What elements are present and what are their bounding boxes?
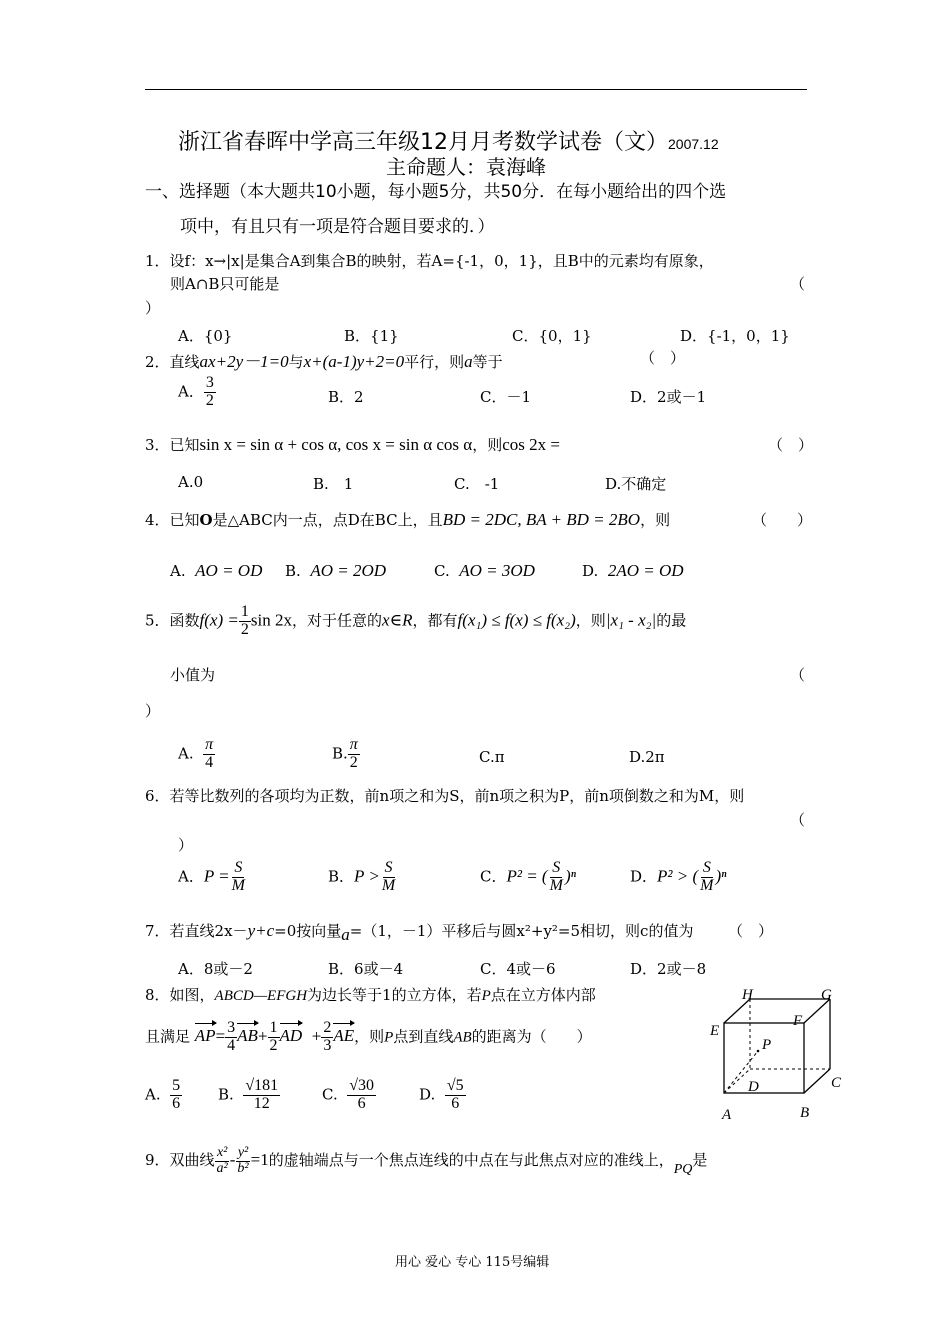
q8-option-c-num: √30 bbox=[349, 1077, 375, 1094]
q6-option-d-lhs: P² > ( bbox=[657, 866, 699, 886]
q8-coef2-den: 2 bbox=[269, 1036, 278, 1054]
q4-option-a-expr: AO = OD bbox=[195, 561, 263, 580]
label-f: F bbox=[793, 1013, 803, 1029]
q6-option-c-fraction bbox=[548, 860, 565, 895]
q6-paren-close: ） bbox=[178, 836, 194, 854]
q6-option-b-den: M bbox=[381, 876, 396, 894]
q6-paren-open: （ bbox=[790, 811, 806, 829]
q8-option-b-num: √181 bbox=[245, 1077, 279, 1094]
q8-option-d-num: √5 bbox=[446, 1077, 464, 1094]
q9-frac2-den: b² bbox=[237, 1160, 249, 1176]
q4-option-b-label: B. bbox=[285, 562, 301, 580]
q8-cube: ABCD—EFGH bbox=[214, 988, 308, 1004]
q3-option-b: B. 1 bbox=[313, 475, 354, 493]
q6-option-c-den: M bbox=[549, 876, 563, 894]
q8-vector-ad: AD bbox=[279, 1026, 303, 1046]
q2-eq1: ax+2y－1=0 bbox=[199, 352, 289, 371]
q6-option-d-num: S bbox=[702, 859, 711, 876]
q8-text: 为边长等于1的立方体，若 bbox=[307, 986, 482, 1004]
q8-p: P bbox=[481, 988, 491, 1004]
q3-expr: sin x = sin α + cos α, cos x = sin α cos α bbox=[199, 435, 473, 454]
q5-paren-close: ） bbox=[145, 702, 161, 720]
q5-option-b bbox=[332, 737, 360, 772]
q4-expr: BD = 2DC, BA + BD = 2BO bbox=[442, 510, 641, 529]
q5-option-b-label: B. bbox=[332, 744, 348, 763]
page-footer: 用心 爱心 专心 115号编辑 bbox=[395, 1255, 550, 1270]
q6-option-d-fraction bbox=[698, 860, 715, 895]
label-g: G bbox=[821, 987, 832, 1003]
q6-option-b-label: B． bbox=[328, 867, 355, 886]
q8-line2-mid: ，则 bbox=[354, 1027, 385, 1046]
q8-prefix: 8．如图， bbox=[145, 986, 215, 1004]
q4-option-b bbox=[285, 561, 386, 581]
exam-author: 主命题人：袁海峰 bbox=[386, 155, 546, 179]
q8-coef1 bbox=[225, 1020, 237, 1055]
q6-option-d-label: D． bbox=[630, 867, 658, 886]
q7-text: =（1，－1）平移后与圆x²+y²=5相切，则c的值为 bbox=[349, 922, 694, 940]
q4-option-d-label: D. bbox=[582, 562, 599, 580]
q3-expr2: cos 2x = bbox=[502, 435, 560, 454]
q2-option-c: C．－1 bbox=[480, 388, 532, 406]
q9-frac1-den: a² bbox=[216, 1160, 228, 1176]
q8-plus1: + bbox=[257, 1026, 268, 1046]
q7-eq: y+c bbox=[247, 921, 275, 940]
q6-option-a-lhs: P = bbox=[203, 866, 230, 886]
q5-option-a-num: π bbox=[205, 736, 214, 753]
q1-stem-line2: 则A∩B只可能是 bbox=[170, 275, 280, 293]
q9-pq: PQ bbox=[673, 1162, 693, 1178]
q6-option-b bbox=[328, 860, 397, 895]
label-a: A bbox=[722, 1107, 732, 1123]
q5-half-den: 2 bbox=[240, 620, 249, 638]
q5-mid1: ，对于任意的 bbox=[291, 611, 382, 630]
q1-option-d: D．{-1，0，1} bbox=[680, 327, 790, 345]
q7-option-a: A．8或－2 bbox=[178, 960, 253, 978]
q9-frac2 bbox=[235, 1146, 250, 1176]
label-h: H bbox=[742, 987, 753, 1003]
q6-option-d bbox=[630, 860, 727, 895]
label-d: D bbox=[748, 1079, 759, 1095]
q5-option-a-fraction bbox=[203, 737, 215, 772]
q9-text: 的虚轴端点与一个焦点连线的中点在与此焦点对应的准线上， bbox=[268, 1151, 674, 1170]
q4-paren: （ ） bbox=[752, 511, 813, 529]
q2-paren: （ ） bbox=[640, 349, 686, 367]
q6-stem: 6．若等比数列的各项均为正数，前n项之和为S，前n项之积为P，前n项倒数之和为M，则 bbox=[145, 787, 745, 805]
q9-frac2-num: y² bbox=[237, 1145, 249, 1160]
q3-mid: ，则 bbox=[472, 436, 503, 454]
q8-option-b-den: 12 bbox=[253, 1094, 270, 1112]
q8-stem bbox=[145, 984, 596, 1005]
q5-cond: x∈R bbox=[381, 610, 413, 630]
q8-option-b-label: B. bbox=[218, 1085, 234, 1104]
q8-option-a-num: 5 bbox=[172, 1077, 181, 1094]
front-face bbox=[724, 1023, 804, 1093]
q4-option-c-label: C. bbox=[434, 562, 450, 580]
q5-half-num: 1 bbox=[240, 603, 249, 620]
q6-option-d-den: M bbox=[700, 876, 714, 894]
q6-option-c-power: )ⁿ bbox=[564, 866, 576, 886]
q6-option-b-fraction bbox=[380, 860, 397, 895]
q7-vec: a bbox=[341, 925, 350, 944]
q9-tail: 是 bbox=[692, 1151, 708, 1170]
q8-vector-ae: AE bbox=[333, 1026, 355, 1046]
q5-option-a bbox=[178, 737, 215, 772]
q6-option-a-fraction bbox=[230, 860, 247, 895]
point-p bbox=[757, 1050, 760, 1053]
q3-paren: （ ） bbox=[768, 436, 814, 454]
q8-coef3 bbox=[321, 1020, 333, 1055]
q3-prefix: 3．已知 bbox=[145, 436, 200, 454]
q5-prefix: 5．函数 bbox=[145, 611, 200, 630]
q5-f-lhs: f(x) = bbox=[199, 610, 239, 630]
q8-option-d-label: D. bbox=[419, 1085, 436, 1104]
edge-bc bbox=[804, 1069, 830, 1093]
q8-option-a-den: 6 bbox=[172, 1094, 181, 1112]
q4-option-a bbox=[170, 561, 262, 581]
q4-option-b-expr: AO = 2OD bbox=[310, 561, 387, 580]
q6-option-c-label: C． bbox=[480, 867, 507, 886]
q5-option-a-den: 4 bbox=[205, 753, 214, 771]
q2-option-a-label: A． bbox=[178, 382, 204, 401]
q8-coef3-num: 2 bbox=[323, 1019, 332, 1036]
q6-option-d-power: )ⁿ bbox=[715, 866, 727, 886]
q4-option-c bbox=[434, 561, 535, 581]
q6-option-a bbox=[178, 860, 247, 895]
q8-option-d-fraction bbox=[445, 1078, 466, 1113]
q5-option-b-num: π bbox=[349, 736, 358, 753]
q7-paren: （ ） bbox=[728, 922, 774, 940]
q2-option-a bbox=[178, 375, 216, 410]
q5-option-a-label: A. bbox=[178, 744, 194, 763]
q9-minus: - bbox=[229, 1150, 236, 1170]
q8-line2-p: P bbox=[384, 1029, 394, 1046]
q4-option-c-expr: AO = 3OD bbox=[459, 561, 535, 580]
q9-equals: =1 bbox=[250, 1150, 269, 1170]
q5-half bbox=[239, 604, 251, 639]
q8-vector-ap: AP bbox=[194, 1026, 216, 1046]
q4-point-o: O bbox=[199, 511, 213, 529]
q8-line2-text: 点到直线 bbox=[393, 1027, 454, 1046]
q5-tail: 的最 bbox=[656, 611, 687, 630]
section-heading-line1: 一、选择题（本大题共10小题，每小题5分，共50分．在每小题给出的四个选 bbox=[145, 182, 727, 202]
q1-paren-close: ） bbox=[145, 299, 161, 317]
top-rule bbox=[145, 89, 807, 90]
q8-option-a bbox=[145, 1078, 182, 1113]
q5-paren-open: （ bbox=[790, 666, 806, 684]
q8-coef1-num: 3 bbox=[227, 1019, 236, 1036]
exam-title-text: 浙江省春晖中学高三年级12月月考数学试卷（文） bbox=[178, 130, 668, 155]
q8-option-d bbox=[419, 1078, 466, 1113]
q5-absdiff: |x₁ - x₂| bbox=[605, 610, 657, 630]
q9-frac1 bbox=[215, 1146, 230, 1176]
q2-stem bbox=[145, 347, 503, 372]
q4-option-d-expr: 2AO = OD bbox=[607, 561, 684, 580]
q9-prefix: 9．双曲线 bbox=[145, 1151, 215, 1170]
q8-coef2 bbox=[268, 1020, 280, 1055]
q5-mid3: ，则 bbox=[575, 611, 606, 630]
q8-option-c-label: C. bbox=[322, 1085, 338, 1104]
q8-option-a-fraction bbox=[170, 1078, 182, 1113]
q8-option-b bbox=[218, 1078, 280, 1113]
q6-option-a-num: S bbox=[234, 859, 243, 876]
q6-option-a-label: A． bbox=[178, 867, 204, 886]
q5-option-d: D.2π bbox=[629, 748, 665, 766]
q8-line2-tail: 的距离为（ ） bbox=[471, 1027, 592, 1046]
q9-frac1-num: x² bbox=[216, 1145, 228, 1160]
q3-option-a: A.0 bbox=[178, 473, 204, 491]
q4-option-d bbox=[582, 561, 684, 581]
q2-option-a-den: 2 bbox=[205, 391, 214, 409]
q2-option-a-num: 3 bbox=[205, 374, 214, 391]
q2-option-d: D．2或－1 bbox=[630, 388, 707, 406]
q5-stem-line2: 小值为 bbox=[170, 666, 216, 684]
q2-mid: 与 bbox=[288, 353, 304, 371]
q3-option-d: D.不确定 bbox=[605, 475, 667, 493]
q3-stem bbox=[145, 434, 560, 455]
label-b: B bbox=[800, 1105, 810, 1121]
q8-option-c-den: 6 bbox=[357, 1094, 366, 1112]
label-p: P bbox=[762, 1037, 772, 1053]
q1-option-c: C．{0，1} bbox=[512, 327, 592, 345]
q7-mid: =0按向量 bbox=[274, 922, 342, 940]
cube-figure bbox=[700, 985, 850, 1125]
q8-option-d-den: 6 bbox=[451, 1094, 460, 1112]
q4-stem bbox=[145, 509, 670, 530]
q6-option-b-lhs: P > bbox=[354, 866, 380, 886]
q2-option-b: B．2 bbox=[328, 388, 364, 406]
q1-option-a: A．{0} bbox=[178, 327, 233, 345]
q5-option-b-fraction bbox=[348, 737, 360, 772]
q8-coef3-den: 3 bbox=[323, 1036, 332, 1054]
q8-line2-prefix: 且满足 bbox=[145, 1027, 191, 1046]
q5-ineq: f(x₁) ≤ f(x) ≤ f(x₂) bbox=[457, 610, 576, 630]
q5-option-b-den: 2 bbox=[349, 753, 358, 771]
q4-option-a-label: A. bbox=[170, 562, 186, 580]
q2-tail: 等于 bbox=[472, 353, 503, 371]
label-e: E bbox=[710, 1023, 720, 1039]
q6-option-c bbox=[480, 860, 576, 895]
q8-coef1-den: 4 bbox=[227, 1036, 236, 1054]
q7-prefix: 7．若直线2x－ bbox=[145, 922, 248, 940]
q5-f-rhs: sin 2x bbox=[250, 610, 292, 630]
q4-prefix: 4．已知 bbox=[145, 511, 200, 529]
q6-option-a-den: M bbox=[231, 876, 245, 894]
q4-tail: ，则 bbox=[640, 511, 671, 529]
q8-coef2-num: 1 bbox=[269, 1019, 278, 1036]
q8-option-b-fraction bbox=[243, 1078, 280, 1113]
q4-text: 是△ABC内一点，点D在BC上，且 bbox=[212, 511, 443, 529]
label-c: C bbox=[831, 1075, 842, 1091]
q9-stem bbox=[145, 1146, 707, 1176]
q6-option-c-lhs: P² = ( bbox=[506, 866, 548, 886]
q2-suffix: 平行，则 bbox=[404, 353, 465, 371]
q2-prefix: 2．直线 bbox=[145, 353, 200, 371]
q7-stem bbox=[145, 920, 694, 944]
q6-option-b-num: S bbox=[384, 859, 393, 876]
edge-ad bbox=[724, 1069, 750, 1093]
q8-tail: 点在立方体内部 bbox=[490, 986, 596, 1004]
q8-option-c bbox=[322, 1078, 376, 1113]
q1-stem-line1: 1．设f：x→|x|是集合A到集合B的映射，若A={-1，0，1}，且B中的元素均有原象， bbox=[145, 252, 714, 270]
q7-option-d: D．2或－8 bbox=[630, 960, 707, 978]
q8-vector-ab: AB bbox=[237, 1026, 258, 1046]
q8-plus2: + bbox=[311, 1026, 322, 1046]
exam-date: 2007.12 bbox=[668, 136, 719, 152]
q6-option-c-num: S bbox=[552, 859, 561, 876]
q8-option-c-fraction bbox=[347, 1078, 376, 1113]
q2-eq2: x+(a-1)y+2=0 bbox=[303, 352, 405, 371]
q5-stem bbox=[145, 604, 686, 639]
q8-equals: = bbox=[215, 1026, 226, 1046]
q2-option-a-fraction bbox=[204, 375, 216, 410]
q5-mid2: ，都有 bbox=[412, 611, 458, 630]
q1-option-b: B．{1} bbox=[344, 327, 399, 345]
section-heading-line2: 项中，有且只有一项是符合题目要求的．） bbox=[180, 217, 495, 237]
q5-option-c: C.π bbox=[479, 748, 505, 766]
q7-option-c: C．4或－6 bbox=[480, 960, 556, 978]
q8-stem-line2 bbox=[145, 1020, 592, 1055]
q8-option-a-label: A. bbox=[145, 1085, 161, 1104]
q3-option-c: C. -1 bbox=[454, 475, 500, 493]
q7-option-b: B．6或－4 bbox=[328, 960, 404, 978]
q2-var: a bbox=[464, 352, 473, 371]
q8-line2-ab: AB bbox=[453, 1029, 472, 1046]
q1-paren-open: （ bbox=[790, 275, 806, 293]
